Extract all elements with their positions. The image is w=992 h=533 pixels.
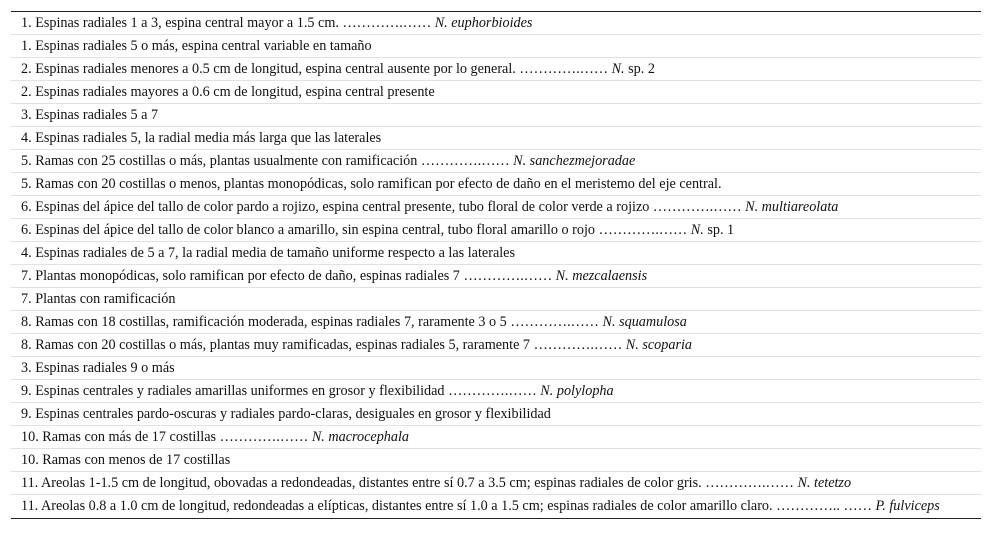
taxon-name: N. <box>690 222 704 238</box>
couplet-text: 4. Espinas radiales 5, la radial media más larga que las laterales <box>21 130 382 146</box>
couplet-text: 10. Ramas con más de 17 costillas <box>21 429 217 445</box>
couplet-text: 3. Espinas radiales 9 o más <box>21 360 175 376</box>
leader-dots: ………….…… <box>342 15 432 31</box>
couplet-text: 7. Plantas monopódicas, solo ramifican por efecto de daño, espinas radiales 7 <box>21 268 460 284</box>
taxon-name: N. sanchezmejoradae <box>513 153 636 169</box>
taxon-name: N. <box>611 61 625 77</box>
key-row <box>11 196 981 219</box>
key-row <box>11 449 981 472</box>
couplet-text: 8. Ramas con 18 costillas, ramificación moderada, espinas radiales 7, raramente 3 o 5 <box>21 314 507 330</box>
key-row <box>11 380 981 403</box>
couplet-text: 4. Espinas radiales de 5 a 7, la radial media de tamaño uniforme respecto a las laterales <box>21 245 515 261</box>
taxon-suffix: sp. 1 <box>707 222 735 238</box>
taxon-name: P. fulviceps <box>875 498 940 514</box>
leader-dots: ………….…… <box>519 61 609 77</box>
leader-dots: ………….…… <box>598 222 688 238</box>
leader-dots: ………….…… <box>448 383 537 399</box>
leader-dots: ………….…… <box>219 429 309 445</box>
couplet-text: 8. Ramas con 20 costillas o más, plantas muy ramificadas, espinas radiales 5, raramente 7 <box>21 337 531 353</box>
couplet-text: 7. Plantas con ramificación <box>21 291 176 307</box>
couplet-text: 11. Areolas 1-1.5 cm de longitud, obovadas a redondeadas, distantes entre sí 0.7 a 3.5 cm; espinas radiales de color gris. <box>21 475 702 491</box>
key-row <box>11 173 981 196</box>
taxon-name: N. mezcalaensis <box>555 268 648 284</box>
couplet-text: 2. Espinas radiales mayores a 0.6 cm de longitud, espina central presente <box>21 84 435 100</box>
taxon-name: N. macrocephala <box>311 429 410 445</box>
leader-dots: ………….…… <box>463 268 553 284</box>
key-row <box>11 334 981 357</box>
key-row <box>11 495 981 518</box>
leader-dots: ………….…… <box>420 153 510 169</box>
key-row <box>11 242 981 265</box>
key-row <box>11 104 981 127</box>
key-row <box>11 311 981 334</box>
couplet-text: 1. Espinas radiales 5 o más, espina central variable en tamaño <box>21 38 372 54</box>
taxon-name: N. squamulosa <box>602 314 687 330</box>
key-row <box>11 219 981 242</box>
taxon-name: N. multiareolata <box>745 199 839 215</box>
key-row <box>11 127 981 150</box>
couplet-text: 6. Espinas del ápice del tallo de color pardo a rojizo, espina central presente, tubo floral de color verde a rojizo <box>21 199 650 215</box>
leader-dots: ………….…… <box>705 475 794 491</box>
key-row <box>11 403 981 426</box>
couplet-text: 9. Espinas centrales y radiales amarillas uniformes en grosor y flexibilidad <box>21 383 445 399</box>
couplet-text: 5. Ramas con 20 costillas o menos, plantas monopódicas, solo ramifican por efecto de daño en el meristemo del eje central. <box>21 176 722 192</box>
key-row <box>11 357 981 380</box>
leader-dots: ………….…… <box>533 337 623 353</box>
identification-key-table <box>11 11 981 519</box>
key-row <box>11 35 981 58</box>
couplet-text: 10. Ramas con menos de 17 costillas <box>21 452 231 468</box>
key-row <box>11 472 981 495</box>
key-row <box>11 58 981 81</box>
couplet-text: 11. Areolas 0.8 a 1.0 cm de longitud, redondeadas a elípticas, distantes entre sí 1.0 a 1.5 cm; espinas radiales de color amarillo claro. <box>21 498 773 514</box>
taxon-suffix: sp. 2 <box>628 61 655 77</box>
leader-dots: ………….. …… <box>776 498 872 514</box>
taxon-name: N. euphorbioides <box>434 15 533 31</box>
taxon-name: N. scoparia <box>625 337 693 353</box>
couplet-text: 3. Espinas radiales 5 a 7 <box>21 107 159 123</box>
couplet-text: 1. Espinas radiales 1 a 3, espina central mayor a 1.5 cm. <box>21 15 339 31</box>
couplet-text: 9. Espinas centrales pardo-oscuras y radiales pardo-claras, desiguales en grosor y flexibilidad <box>21 406 551 422</box>
taxon-name: N. tetetzo <box>797 475 852 491</box>
taxon-name: N. polylopha <box>540 383 614 399</box>
key-row <box>11 12 981 35</box>
key-row <box>11 150 981 173</box>
key-row <box>11 288 981 311</box>
key-row <box>11 81 981 104</box>
couplet-text: 2. Espinas radiales menores a 0.5 cm de longitud, espina central ausente por lo general. <box>21 61 516 77</box>
leader-dots: ………….…… <box>652 199 742 215</box>
key-row <box>11 265 981 288</box>
couplet-text: 6. Espinas del ápice del tallo de color blanco a amarillo, sin espina central, tubo floral amarillo o rojo <box>21 222 596 238</box>
leader-dots: ………….…… <box>510 314 599 330</box>
couplet-text: 5. Ramas con 25 costillas o más, plantas usualmente con ramificación <box>21 153 418 169</box>
key-row <box>11 426 981 449</box>
